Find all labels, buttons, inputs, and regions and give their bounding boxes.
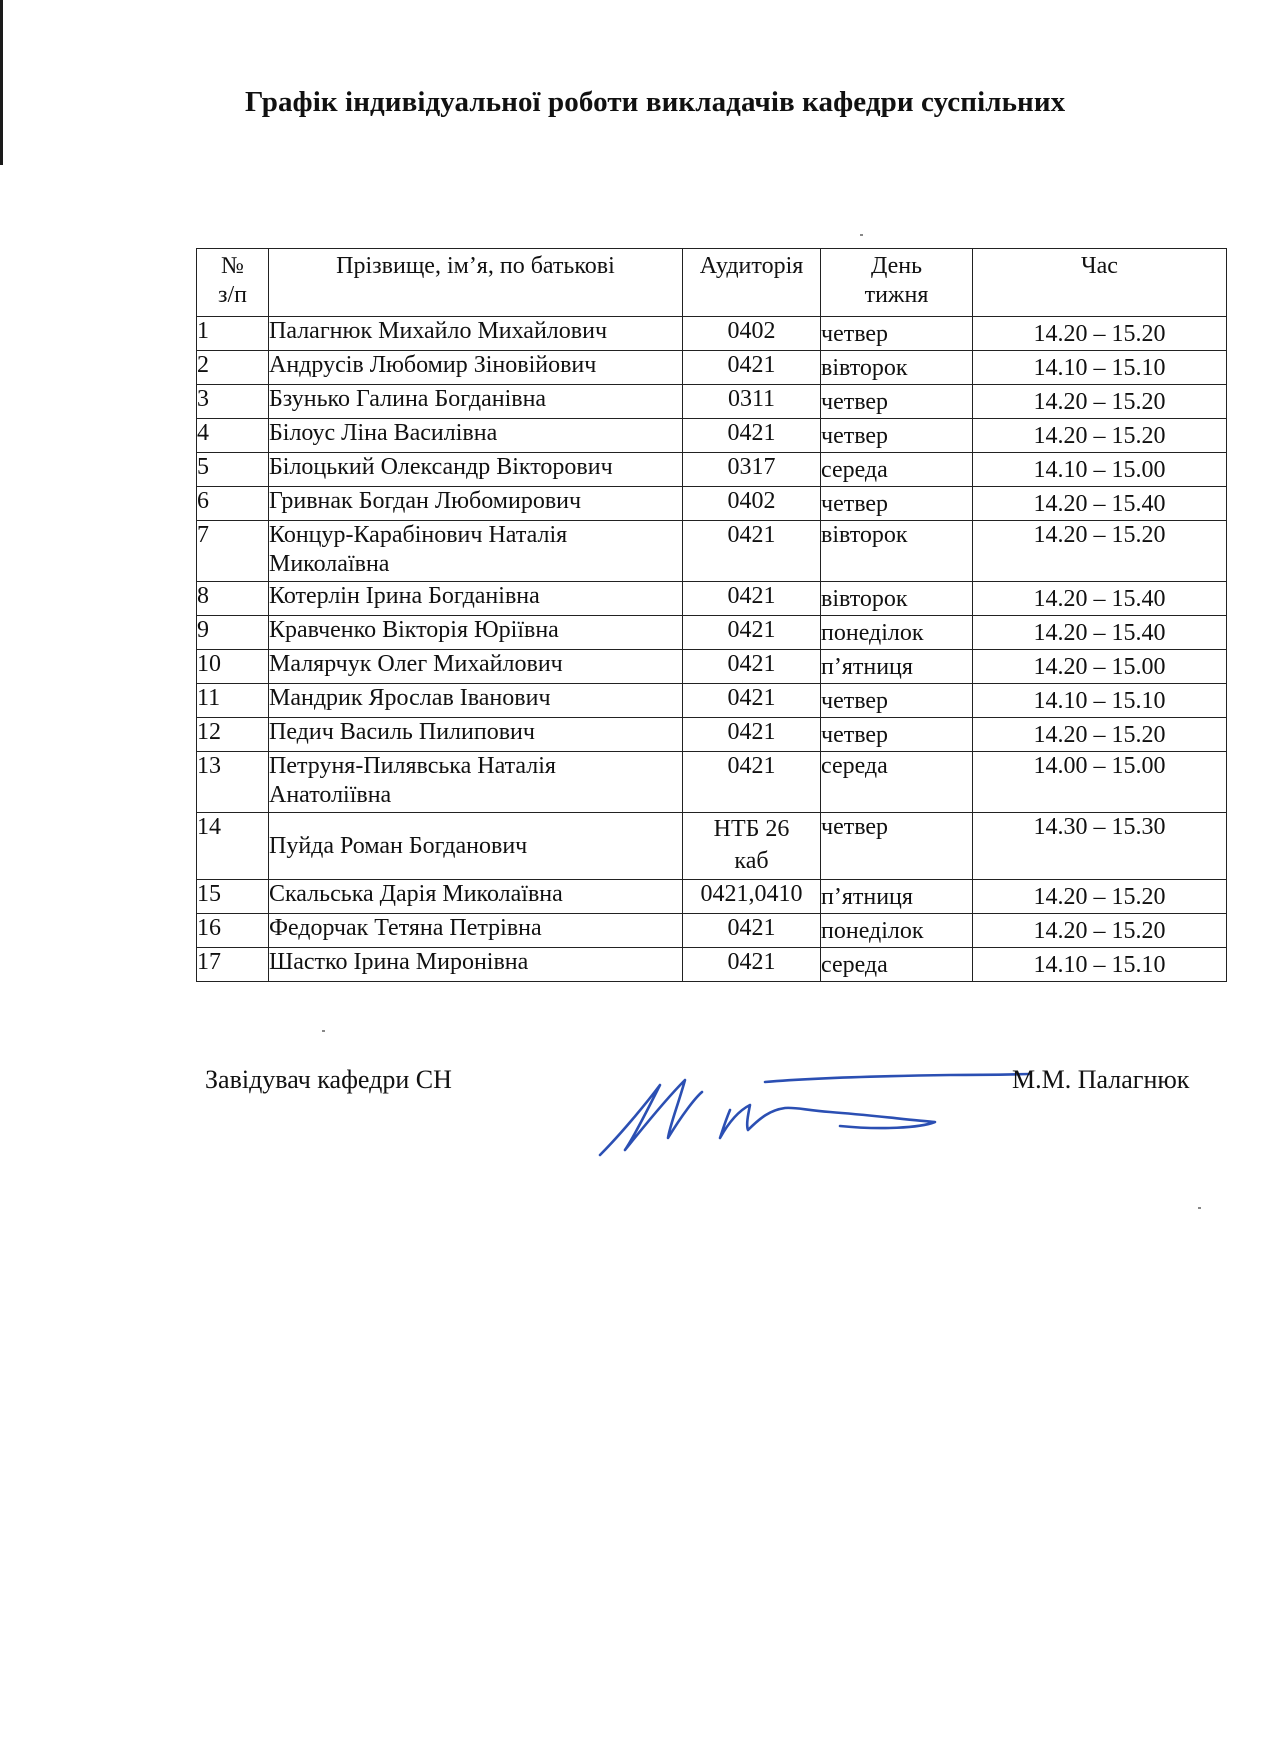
document-title: Графік індивідуальної роботи викладачів кафедри суспільних: [245, 86, 1066, 118]
cell-room: [683, 813, 821, 880]
table-row: [197, 351, 1227, 385]
cell-name: Малярчук Олег Михайлович: [269, 650, 683, 684]
cell-room: 0317: [683, 453, 821, 487]
table-row: [197, 752, 1227, 813]
cell-num: 2: [197, 351, 269, 385]
cell-time: 14.20 – 15.20: [973, 521, 1227, 582]
cell-time: 14.10 – 15.10: [973, 948, 1227, 982]
scan-speck: [322, 1030, 325, 1032]
cell-num: 12: [197, 718, 269, 752]
table-row: [197, 880, 1227, 914]
cell-name: Концур-Карабінович Наталія Миколаївна: [269, 521, 683, 582]
cell-room: 0421: [683, 752, 821, 813]
header-time: Час: [973, 249, 1227, 317]
cell-name: Кравченко Вікторія Юріївна: [269, 616, 683, 650]
handwritten-signature: [590, 1050, 1030, 1170]
cell-name: Білоус Ліна Василівна: [269, 419, 683, 453]
cell-day: четвер: [821, 684, 973, 718]
header-room: Аудиторія: [683, 249, 821, 317]
cell-time: 14.20 – 15.40: [973, 582, 1227, 616]
cell-day: понеділок: [821, 616, 973, 650]
cell-time: 14.20 – 15.20: [973, 419, 1227, 453]
cell-num: 11: [197, 684, 269, 718]
cell-day: середа: [821, 948, 973, 982]
table-row: [197, 385, 1227, 419]
cell-name: Мандрик Ярослав Іванович: [269, 684, 683, 718]
cell-room: 0421: [683, 616, 821, 650]
cell-time: 14.20 – 15.20: [973, 880, 1227, 914]
table-row: [197, 521, 1227, 582]
cell-name: Бзунько Галина Богданівна: [269, 385, 683, 419]
cell-day: середа: [821, 453, 973, 487]
header-day-label: День тижня: [864, 253, 929, 308]
cell-room: 0421: [683, 351, 821, 385]
header-num-label: № з/п: [218, 253, 247, 308]
table-row: [197, 914, 1227, 948]
cell-name: Шастко Ірина Миронівна: [269, 948, 683, 982]
cell-name: Петруня-Пилявська Наталія Анатоліївна: [269, 752, 683, 813]
cell-num: 8: [197, 582, 269, 616]
header-num: [197, 249, 269, 317]
cell-day: вівторок: [821, 351, 973, 385]
cell-num: 4: [197, 419, 269, 453]
cell-day: п’ятниця: [821, 880, 973, 914]
cell-num: 3: [197, 385, 269, 419]
cell-time: 14.00 – 15.00: [973, 752, 1227, 813]
head-of-department-label: Завідувач кафедри СН: [205, 1065, 452, 1094]
cell-day: вівторок: [821, 521, 973, 582]
cell-num: 6: [197, 487, 269, 521]
cell-name: Федорчак Тетяна Петрівна: [269, 914, 683, 948]
cell-day: середа: [821, 752, 973, 813]
cell-num: 17: [197, 948, 269, 982]
cell-room: 0421: [683, 684, 821, 718]
cell-name: Котерлін Ірина Богданівна: [269, 582, 683, 616]
cell-day: четвер: [821, 419, 973, 453]
table-row: [197, 317, 1227, 351]
table-header-row: [197, 249, 1227, 317]
cell-room: 0311: [683, 385, 821, 419]
table-row: [197, 650, 1227, 684]
cell-num: 13: [197, 752, 269, 813]
cell-time: 14.20 – 15.00: [973, 650, 1227, 684]
cell-time: 14.20 – 15.40: [973, 487, 1227, 521]
cell-num: 7: [197, 521, 269, 582]
cell-name: Палагнюк Михайло Михайлович: [269, 317, 683, 351]
cell-day: вівторок: [821, 582, 973, 616]
cell-room: 0402: [683, 317, 821, 351]
cell-name: Андрусів Любомир Зіновійович: [269, 351, 683, 385]
cell-day: четвер: [821, 718, 973, 752]
cell-time: 14.20 – 15.20: [973, 914, 1227, 948]
cell-name: Білоцький Олександр Вікторович: [269, 453, 683, 487]
schedule-table: [196, 248, 1227, 982]
table-row: [197, 684, 1227, 718]
table-row: [197, 453, 1227, 487]
cell-day: четвер: [821, 385, 973, 419]
table-row: [197, 487, 1227, 521]
table-row: [197, 582, 1227, 616]
table-row: [197, 616, 1227, 650]
cell-day: четвер: [821, 317, 973, 351]
cell-time: 14.20 – 15.20: [973, 385, 1227, 419]
cell-room: 0421: [683, 948, 821, 982]
cell-name: Гривнак Богдан Любомирович: [269, 487, 683, 521]
cell-name: Скальська Дарія Миколаївна: [269, 880, 683, 914]
cell-time: 14.20 – 15.20: [973, 718, 1227, 752]
cell-num: 5: [197, 453, 269, 487]
cell-room: 0421,0410: [683, 880, 821, 914]
table-row: [197, 419, 1227, 453]
scan-speck: [860, 234, 863, 236]
cell-room-text: НТБ 26 каб: [713, 816, 790, 874]
cell-name: Пуйда Роман Богданович: [269, 813, 683, 880]
header-name: Прізвище, ім’я, по батькові: [269, 249, 683, 317]
cell-num: 15: [197, 880, 269, 914]
scan-edge-mark: [0, 0, 3, 165]
cell-day: четвер: [821, 487, 973, 521]
cell-num: 14: [197, 813, 269, 880]
cell-time: 14.20 – 15.20: [973, 317, 1227, 351]
cell-name: Педич Василь Пилипович: [269, 718, 683, 752]
cell-num: 1: [197, 317, 269, 351]
table-row: [197, 718, 1227, 752]
signatory-name: М.М. Палагнюк: [1012, 1065, 1190, 1094]
cell-room: 0421: [683, 718, 821, 752]
cell-room: 0421: [683, 521, 821, 582]
cell-day: понеділок: [821, 914, 973, 948]
cell-room: 0421: [683, 582, 821, 616]
cell-day: четвер: [821, 813, 973, 880]
cell-room: 0421: [683, 419, 821, 453]
cell-num: 10: [197, 650, 269, 684]
cell-time: 14.10 – 15.10: [973, 684, 1227, 718]
scan-speck: [1198, 1207, 1201, 1209]
cell-num: 16: [197, 914, 269, 948]
cell-time: 14.10 – 15.00: [973, 453, 1227, 487]
cell-time: 14.30 – 15.30: [973, 813, 1227, 880]
table-row: [197, 948, 1227, 982]
cell-room: 0421: [683, 650, 821, 684]
cell-time: 14.10 – 15.10: [973, 351, 1227, 385]
cell-time: 14.20 – 15.40: [973, 616, 1227, 650]
cell-room: 0402: [683, 487, 821, 521]
cell-day: п’ятниця: [821, 650, 973, 684]
cell-num: 9: [197, 616, 269, 650]
header-day: [821, 249, 973, 317]
table-row: [197, 813, 1227, 880]
cell-room: 0421: [683, 914, 821, 948]
